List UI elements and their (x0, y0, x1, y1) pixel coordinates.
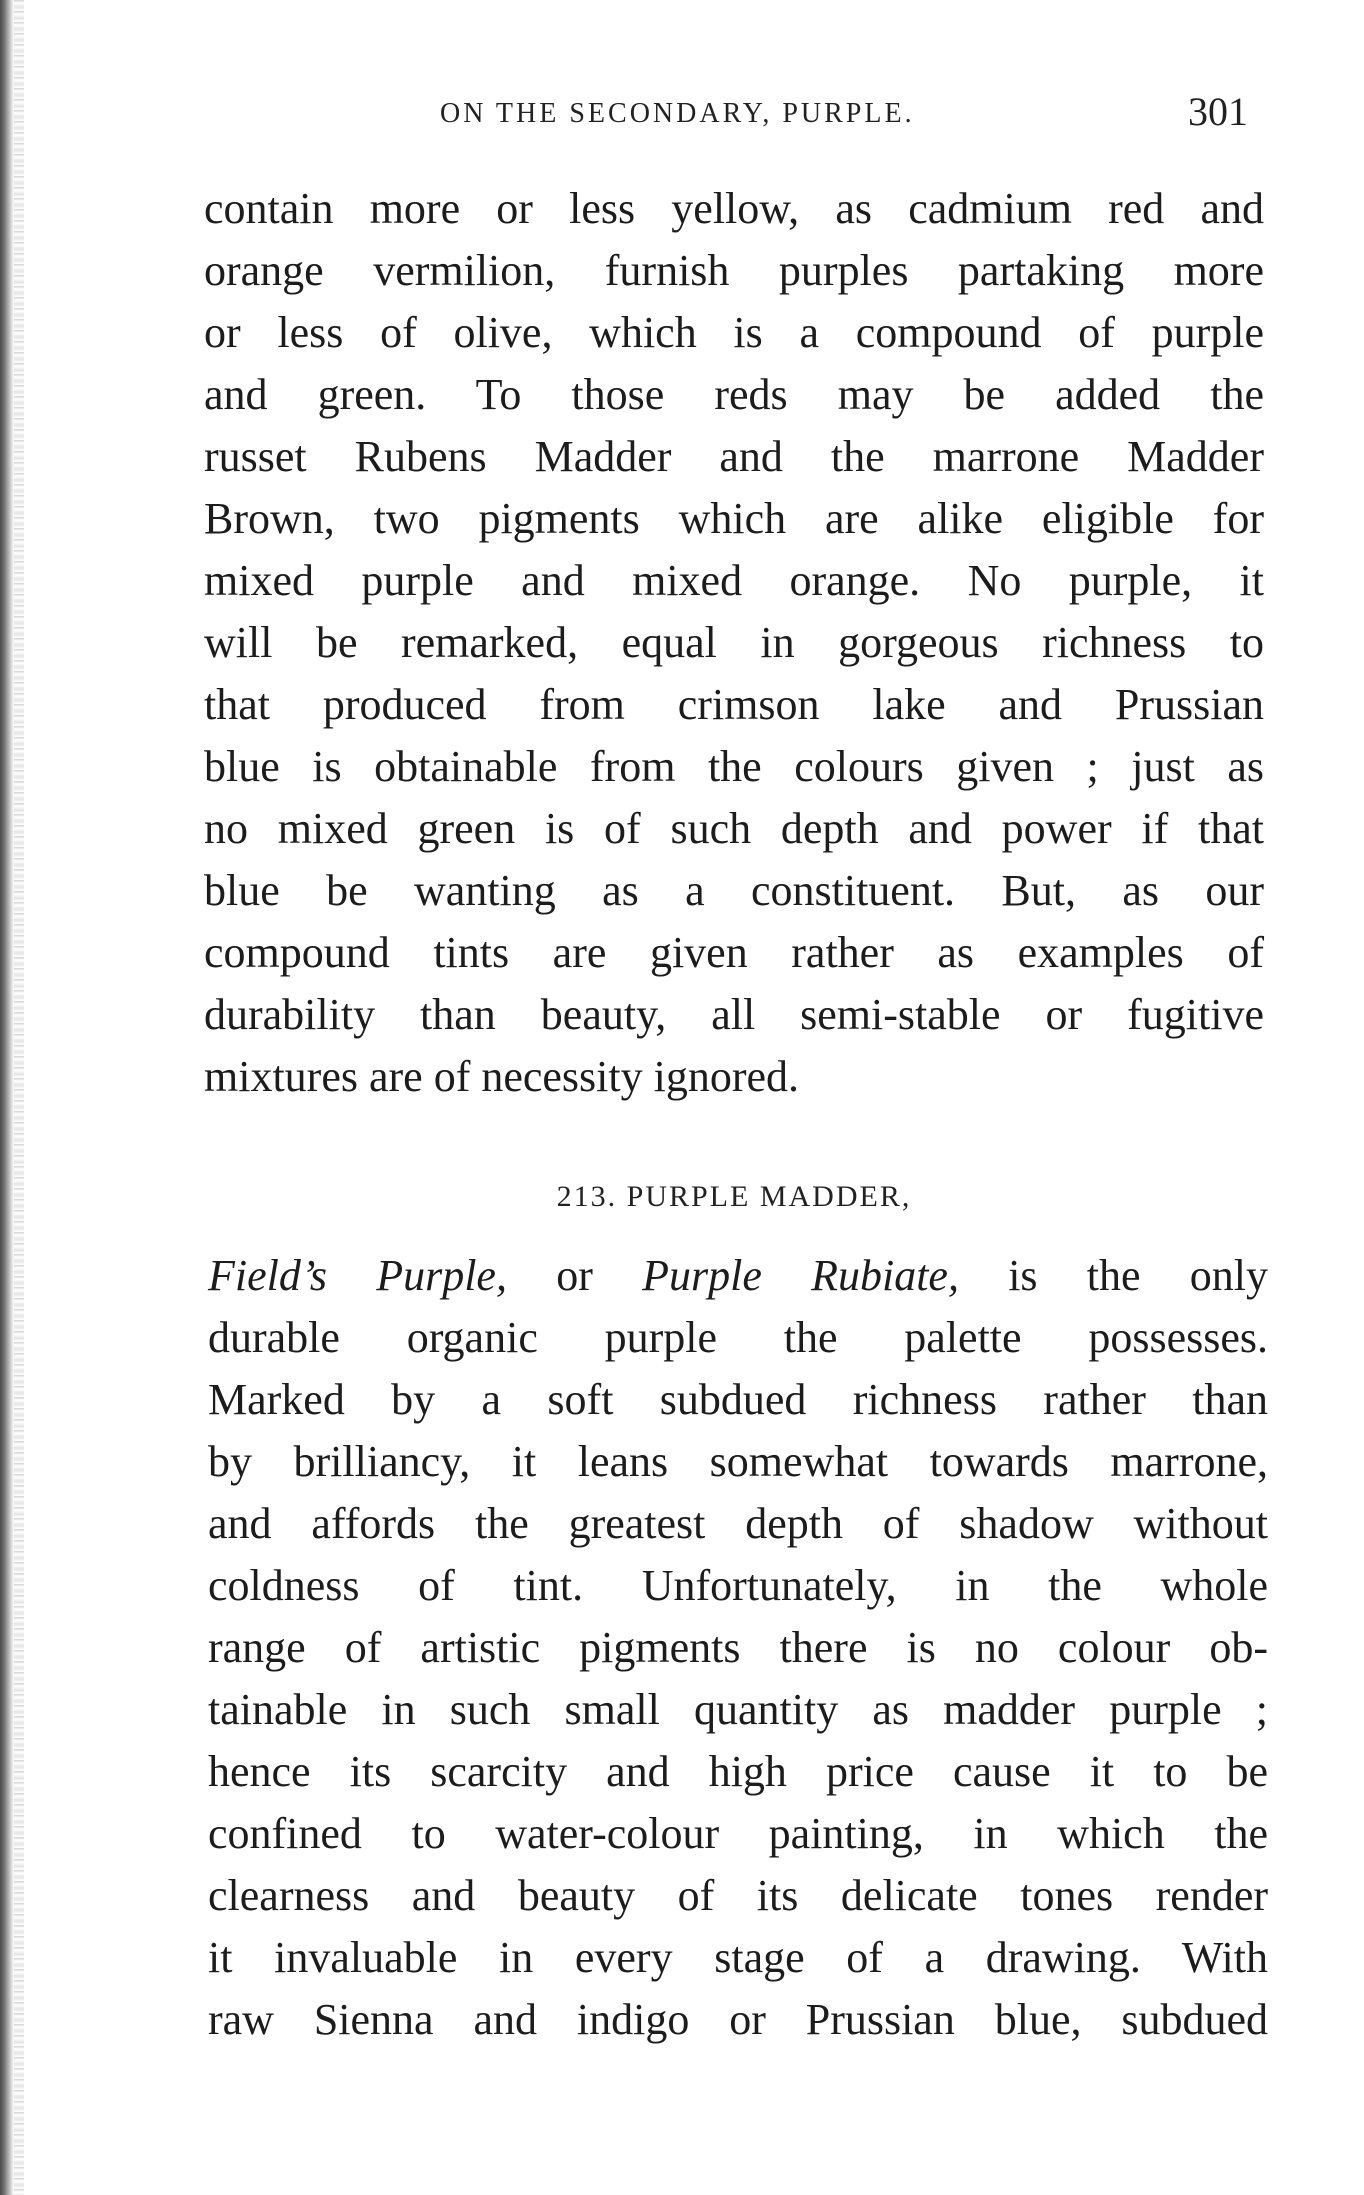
text-line: no mixed green is of such depth and power if that (204, 804, 1264, 853)
text-line: by brilliancy, it leans somewhat towards marrone, (208, 1437, 1268, 1486)
text-line: it invaluable in every stage of a drawing. With (208, 1933, 1268, 1982)
paragraph-2 (208, 1245, 1268, 2051)
text-line: contain more or less yellow, as cadmium red and (204, 184, 1264, 233)
text-line: that produced from crimson lake and Prussian (204, 680, 1264, 729)
text-line: mixed purple and mixed orange. No purple, it (204, 556, 1264, 605)
text-line: hence its scarcity and high price cause it to be (208, 1747, 1268, 1796)
text-fragment: or (506, 1251, 643, 1300)
text-line-first (208, 1245, 1268, 1307)
italic-name: Field’s Purple, (208, 1251, 507, 1300)
text-line: will be remarked, equal in gorgeous richness to (204, 618, 1264, 667)
page-binding-edge (0, 0, 14, 2195)
text-line: blue is obtainable from the colours given ; just as (204, 742, 1264, 791)
text-line: raw Sienna and indigo or Prussian blue, subdued (208, 1995, 1268, 2044)
text-line: clearness and beauty of its delicate tones render (208, 1871, 1268, 1920)
text-line: blue be wanting as a constituent. But, as our (204, 866, 1264, 915)
text-line: orange vermilion, furnish purples partaking more (204, 246, 1264, 295)
text-line: Brown, two pigments which are alike eligible for (204, 494, 1264, 543)
text-line: russet Rubens Madder and the marrone Madder (204, 432, 1264, 481)
text-line: durability than beauty, all semi-stable or fugitive (204, 990, 1264, 1039)
text-line: tainable in such small quantity as madder purple ; (208, 1685, 1268, 1734)
text-line: or less of olive, which is a compound of purple (204, 308, 1264, 357)
page-edge-texture (14, 0, 24, 2195)
running-title: ON THE SECONDARY, PURPLE. (440, 98, 915, 129)
text-line: durable organic purple the palette possesses. (208, 1313, 1268, 1362)
section-heading: 213. PURPLE MADDER, (556, 1180, 912, 1213)
running-header (200, 88, 1260, 148)
italic-name: Purple Rubiate, (642, 1251, 959, 1300)
text-line: and affords the greatest depth of shadow without (208, 1499, 1268, 1548)
text-line: mixtures are of necessity ignored. (204, 1052, 800, 1101)
text-line: confined to water-colour painting, in which the (208, 1809, 1268, 1858)
text-line: Marked by a soft subdued richness rather than (208, 1375, 1268, 1424)
text-fragment: is the only (958, 1251, 1269, 1300)
text-line: compound tints are given rather as examples of (204, 928, 1264, 977)
paragraph-1 (204, 178, 1264, 1108)
text-line: coldness of tint. Unfortunately, in the whole (208, 1561, 1268, 1610)
page-number: 301 (1188, 89, 1248, 134)
text-line: range of artistic pigments there is no colour ob- (208, 1623, 1268, 1672)
text-line: and green. To those reds may be added the (204, 370, 1264, 419)
